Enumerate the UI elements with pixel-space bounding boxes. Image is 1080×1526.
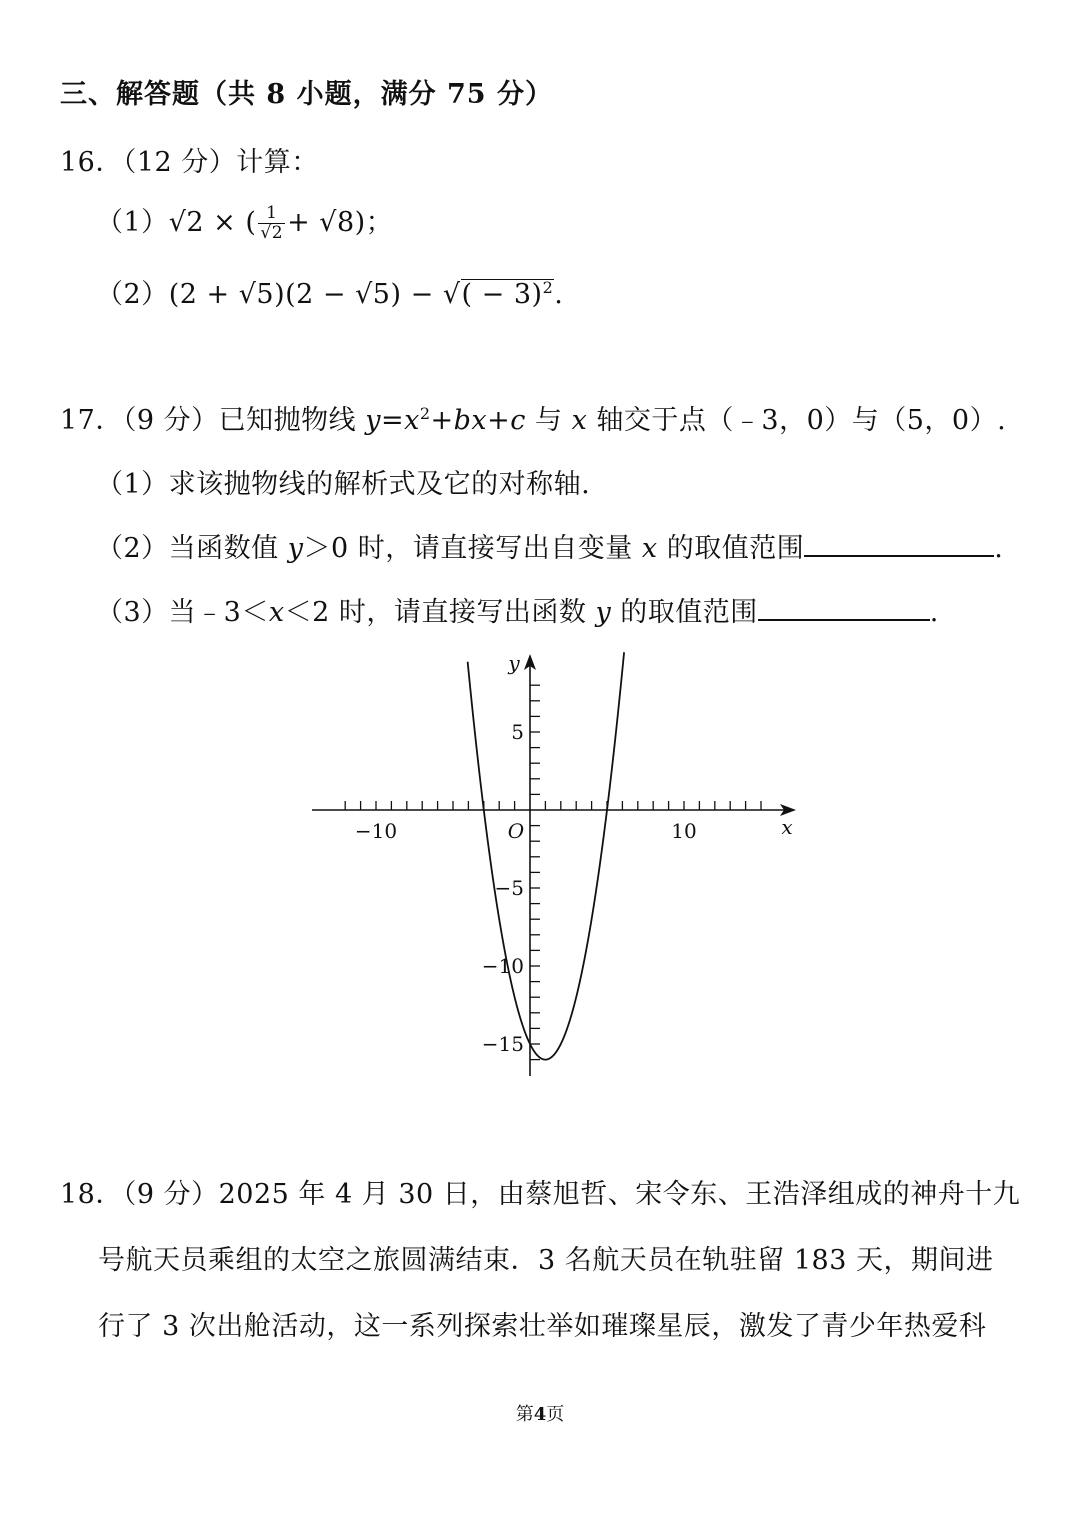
q17-stem-b: 与 (525, 405, 572, 436)
q17-part2-y: y (287, 533, 304, 564)
q16-part1-fraction (258, 204, 285, 242)
q16-part2-exponent: 2 (542, 278, 554, 297)
q16-part2-end: . (554, 279, 564, 310)
q16-part1-fraction-den: √2 (260, 223, 284, 243)
q16-part2-expr-a: (2 + √5)(2 − √5) − (168, 279, 443, 310)
q17-part2 (96, 526, 1003, 565)
q17-part3-y: y (595, 597, 612, 628)
graph-ticks (345, 685, 761, 1059)
x-tick-label: −10 (354, 819, 398, 843)
q18-line1: 18．（9 分）2025 年 4 月 30 日，由蔡旭哲、宋令东、王浩泽组成的神舟十九 (60, 1179, 1021, 1210)
q17-part3-answer-blank[interactable] (758, 615, 930, 621)
y-axis-label: y (508, 651, 520, 675)
q16-part1-label: （1） (96, 207, 169, 238)
q17-stem-c: 轴交于点（﹣3，0）与（5，0）. (587, 405, 1007, 436)
q16-part2-label: （2） (96, 279, 169, 310)
q17-part1: （1）求该抛物线的解析式及它的对称轴. (96, 469, 591, 500)
q16-part2-radicand-base: ( − 3) (461, 279, 543, 310)
q16-stem: 16．（12 分）计算： (60, 147, 319, 178)
q17-eq-equals: = (380, 405, 405, 436)
section-heading: 三、解答题（共 8 小题，满分 75 分） (60, 79, 553, 110)
footer-page-number: 4 (533, 1404, 547, 1425)
q17-part3-a: （3）当﹣3＜ (96, 597, 269, 628)
page-footer (0, 1400, 1080, 1426)
origin-label: O (507, 819, 525, 843)
q17-part3 (96, 590, 939, 629)
q17-eq-y: y (365, 405, 381, 436)
q17-part3-b: ＜2 时，请直接写出函数 (284, 597, 596, 628)
y-tick-label: −15 (481, 1032, 524, 1056)
q16-part1-expr-b: + √8)； (287, 207, 394, 238)
y-tick-label: −5 (494, 876, 524, 900)
q16-part2-sqrt-sign: √ (442, 279, 461, 310)
q17-stem-x: x (571, 405, 588, 436)
q17-eq-x: x (404, 405, 420, 436)
parabola-graph (300, 648, 810, 1088)
graph-axes (312, 654, 796, 1076)
q16-part1 (96, 200, 393, 243)
x-tick-label: 10 (671, 819, 697, 843)
q16-part1-expr-a: √2 × ( (168, 207, 257, 238)
graph-labels (355, 651, 793, 1056)
q17-part2-a: （2）当函数值 (96, 533, 288, 564)
footer-prefix: 第 (515, 1404, 534, 1425)
q17-part3-x: x (268, 597, 285, 628)
y-tick-label: −10 (481, 954, 524, 978)
x-axis-label: x (781, 815, 793, 839)
parabola-curve (468, 652, 624, 1059)
q17-part2-b: ＞0 时，请直接写出自变量 (303, 533, 642, 564)
q17-part2-answer-blank[interactable] (804, 551, 994, 557)
q17-part2-x: x (641, 533, 658, 564)
q16-part2 (96, 272, 563, 311)
q17-part2-end: . (994, 533, 1004, 564)
q17-stem (60, 398, 1006, 437)
q16-part1-fraction-num: 1 (258, 204, 285, 224)
q17-part2-c: 的取值范围 (657, 533, 805, 564)
q16-part2-radicand (461, 279, 555, 308)
q17-part3-c: 的取值范围 (611, 597, 758, 628)
q17-eq-sup: 2 (419, 404, 431, 423)
q18-line2: 号航天员乘组的太空之旅圆满结束．3 名航天员在轨驻留 183 天，期间进 (98, 1245, 994, 1276)
q17-eq-rest: +bx+c (430, 405, 526, 436)
q17-stem-a: 17．（9 分）已知抛物线 (60, 405, 366, 436)
footer-suffix: 页 (546, 1404, 565, 1425)
q18-line3: 行了 3 次出舱活动，这一系列探索壮举如璀璨星辰，激发了青少年热爱科 (98, 1311, 987, 1342)
y-tick-label: 5 (511, 720, 524, 744)
q17-part3-end: . (929, 597, 939, 628)
